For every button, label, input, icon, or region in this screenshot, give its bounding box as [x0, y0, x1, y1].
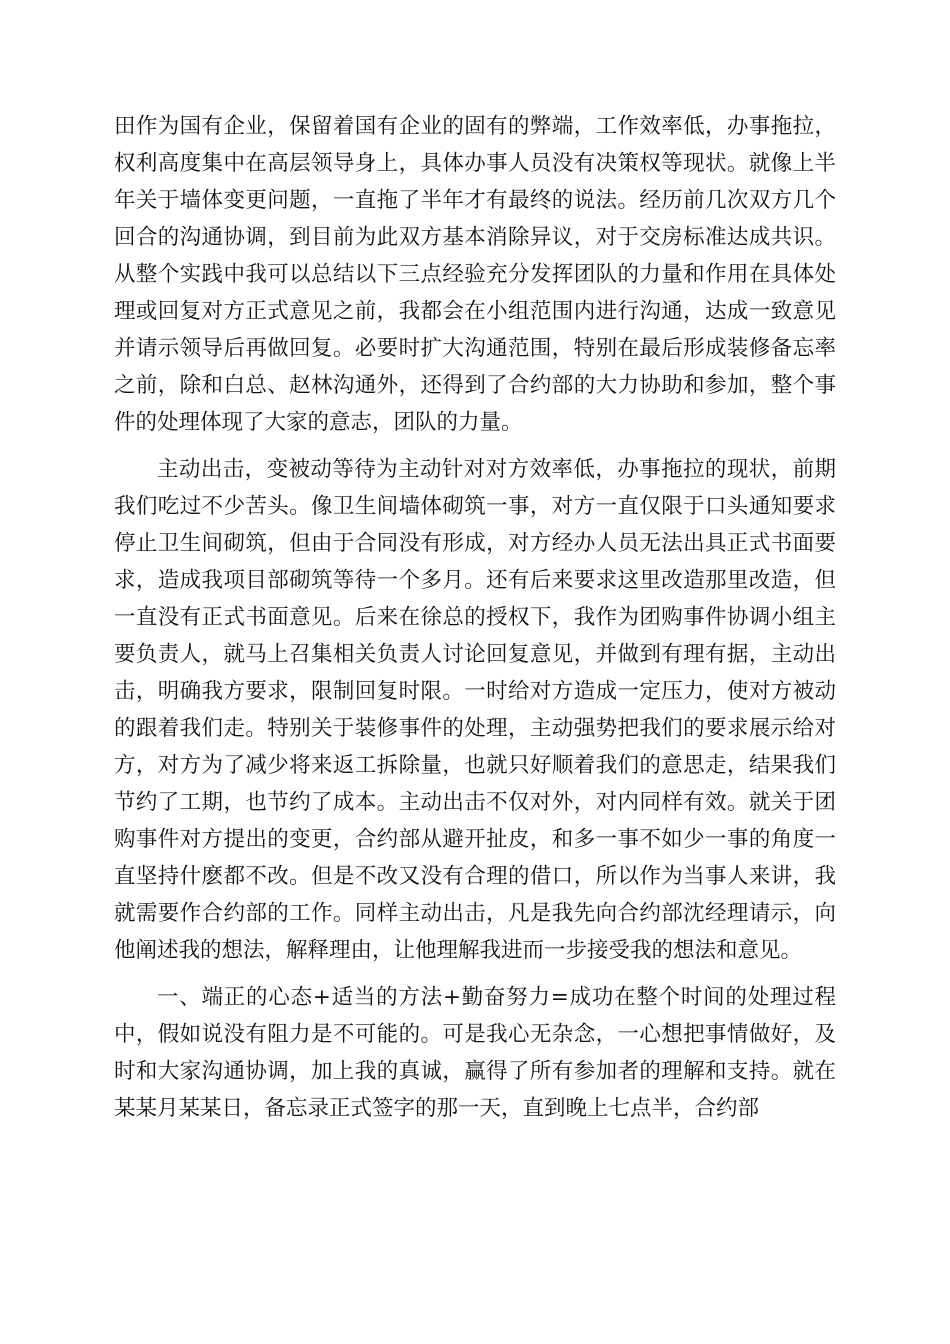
paragraph-continuation: 田作为国有企业，保留着国有企业的固有的弊端，工作效率低，办事拖拉，权利高度集中在高层领导身上，具体办事人员没有决策权等现状。就像上半年关于墙体变更问题，一直拖了半年才有最终的说法。经历前几次双方几个回合的沟通协调，到目前为此双方基本消除异议，对于交房标准达成共识。从整个实践中我可以总结以下三点经验充分发挥团队的力量和作用在具体处理或回复对方正式意见之前，我都会在小组范围内进行沟通，达成一致意见并请示领导后再做回复。必要时扩大沟通范围，特别在最后形成装修备忘率之前，除和白总、赵林沟通外，还得到了合约部的大力协助和参加，整个事件的处理体现了大家的意志，团队的力量。	[114, 114, 836, 435]
paragraph-right-attitude: 一、端正的心态+适当的方法+勤奋努力=成功在整个时间的处理过程中，假如说没有阻力是不可能的。可是我心无杂念，一心想把事情做好，及时和大家沟通协调，加上我的真诚，赢得了所有参加者的理解和支持。就在某某月某某日，备忘录正式签字的那一天，直到晚上七点半，合约部	[114, 985, 836, 1121]
paragraph-proactive-action: 主动出击，变被动等待为主动针对对方效率低，办事拖拉的现状，前期我们吃过不少苦头。像卫生间墙体砌筑一事，对方一直仅限于口头通知要求停止卫生间砌筑，但由于合同没有形成，对方经办人员无法出具正式书面要求，造成我项目部砌筑等待一个多月。还有后来要求这里改造那里改造，但一直没有正式书面意见。后来在徐总的授权下，我作为团购事件协调小组主要负责人，就马上召集相关负责人讨论回复意见，并做到有理有据，主动出击，明确我方要求，限制回复时限。一时给对方造成一定压力，使对方被动的跟着我们走。特别关于装修事件的处理，主动强势把我们的要求展示给对方，对方为了减少将来返工拆除量，也就只好顺着我们的意思走，结果我们节约了工期，也节约了成本。主动出击不仅对外，对内同样有效。就关于团购事件对方提出的变更，合约部从避开扯皮，和多一事不如少一事的角度一直坚持什麽都不改。但是不改又没有合理的借口，所以作为当事人来讲，我就需要作合约部的工作。同样主动出击，凡是我先向合约部沈经理请示，向他阐述我的想法，解释理由，让他理解我进而一步接受我的想法和意见。	[114, 457, 836, 963]
document-page	[114, 108, 836, 1137]
